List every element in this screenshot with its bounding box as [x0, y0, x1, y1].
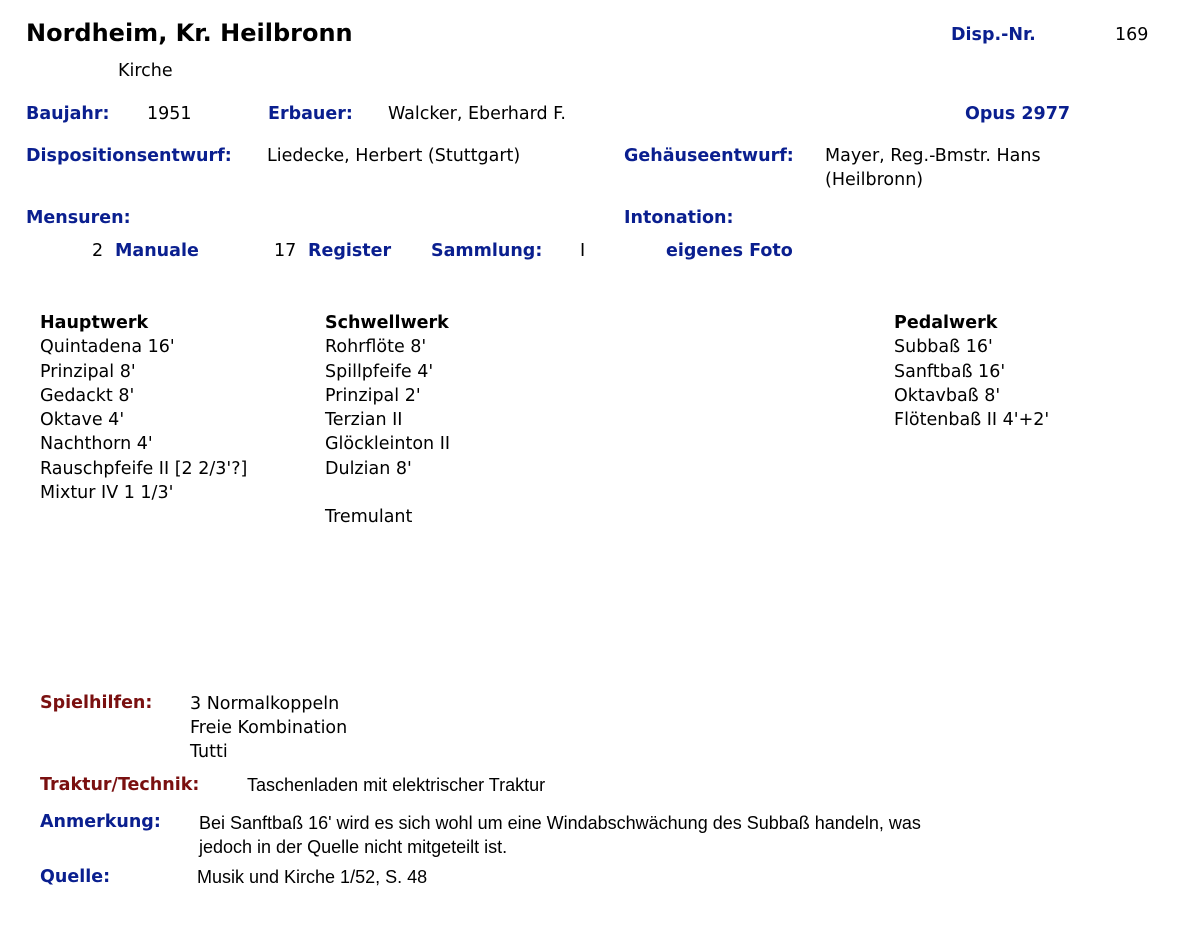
- eigenes-foto-label: eigenes Foto: [666, 241, 793, 261]
- baujahr-label: Baujahr:: [26, 104, 110, 124]
- gehaeuseentwurf-label: Gehäuseentwurf:: [624, 146, 794, 166]
- dispositionsentwurf-value: Liedecke, Herbert (Stuttgart): [267, 146, 521, 166]
- manuale-label: Manuale: [115, 241, 199, 261]
- disp-nr-value: 169: [1115, 25, 1149, 45]
- spielhilfen-list: [190, 692, 347, 764]
- anmerkung-text: [199, 811, 921, 859]
- stop-item: Gedackt 8': [40, 385, 135, 406]
- intonation-label: Intonation:: [624, 208, 734, 228]
- stop-item: Rohrflöte 8': [325, 337, 427, 358]
- anmerkung-line: Bei Sanftbaß 16' wird es sich wohl um eine Windabschwächung des Subbaß handeln, was: [199, 813, 921, 833]
- stop-item: Prinzipal 8': [40, 361, 136, 382]
- stop-item: Oktavbaß 8': [894, 385, 1001, 406]
- anmerkung-line: jedoch in der Quelle nicht mitgeteilt ist.: [199, 837, 508, 857]
- erbauer-value: Walcker, Eberhard F.: [388, 104, 566, 124]
- traktur-label: Traktur/Technik:: [40, 775, 200, 795]
- stop-item: Quintadena 16': [40, 337, 175, 358]
- gehaeuseentwurf-value-line-2: (Heilbronn): [825, 170, 924, 190]
- sammlung-value: I: [580, 241, 586, 261]
- stop-item: Prinzipal 2': [325, 385, 421, 406]
- mensuren-label: Mensuren:: [26, 208, 131, 228]
- page-subtitle: Kirche: [118, 61, 173, 81]
- anmerkung-label: Anmerkung:: [40, 812, 161, 832]
- division-name: Pedalwerk: [894, 313, 998, 333]
- quelle-label: Quelle:: [40, 867, 111, 887]
- opus-label: Opus 2977: [965, 104, 1071, 124]
- spielhilfen-item: Freie Kombination: [190, 718, 348, 738]
- page-title: Nordheim, Kr. Heilbronn: [26, 19, 353, 47]
- stop-item: Spillpfeife 4': [325, 361, 434, 382]
- stop-item: Subbaß 16': [894, 337, 993, 358]
- division-hauptwerk: [40, 311, 247, 505]
- gehaeuseentwurf-value-line-1: Mayer, Reg.-Bmstr. Hans: [825, 146, 1041, 166]
- sammlung-label: Sammlung:: [431, 241, 543, 261]
- manuale-count: 2: [92, 241, 104, 261]
- register-count: 17: [274, 241, 297, 261]
- stop-item: Glöckleinton II: [325, 434, 451, 455]
- division-name: Schwellwerk: [325, 313, 449, 333]
- register-label: Register: [308, 241, 392, 261]
- erbauer-label: Erbauer:: [268, 104, 353, 124]
- spielhilfen-label: Spielhilfen:: [40, 693, 153, 713]
- stop-item: Terzian II: [325, 410, 403, 431]
- division-name: Hauptwerk: [40, 313, 149, 333]
- traktur-value: Taschenladen mit elektrischer Traktur: [247, 775, 546, 795]
- stop-item: Dulzian 8': [325, 458, 412, 479]
- spielhilfen-item: Tutti: [190, 742, 228, 762]
- spacer: [325, 481, 450, 505]
- stop-item: Sanftbaß 16': [894, 361, 1006, 382]
- stop-item: Nachthorn 4': [40, 434, 153, 455]
- baujahr-value: 1951: [147, 104, 192, 124]
- tremulant-item: Tremulant: [325, 507, 413, 528]
- dispositionsentwurf-label: Dispositionsentwurf:: [26, 146, 232, 166]
- spielhilfen-item: 3 Normalkoppeln: [190, 694, 340, 714]
- stop-item: Flötenbaß II 4'+2': [894, 410, 1050, 431]
- division-schwellwerk: [325, 311, 450, 530]
- division-pedalwerk: [894, 311, 1049, 432]
- stop-item: Mixtur IV 1 1/3': [40, 483, 174, 504]
- stop-item: Oktave 4': [40, 410, 125, 431]
- disp-nr-label: Disp.-Nr.: [951, 25, 1036, 45]
- stop-item: Rauschpfeife II [2 2/3'?]: [40, 458, 248, 479]
- quelle-value: Musik und Kirche 1/52, S. 48: [197, 867, 428, 887]
